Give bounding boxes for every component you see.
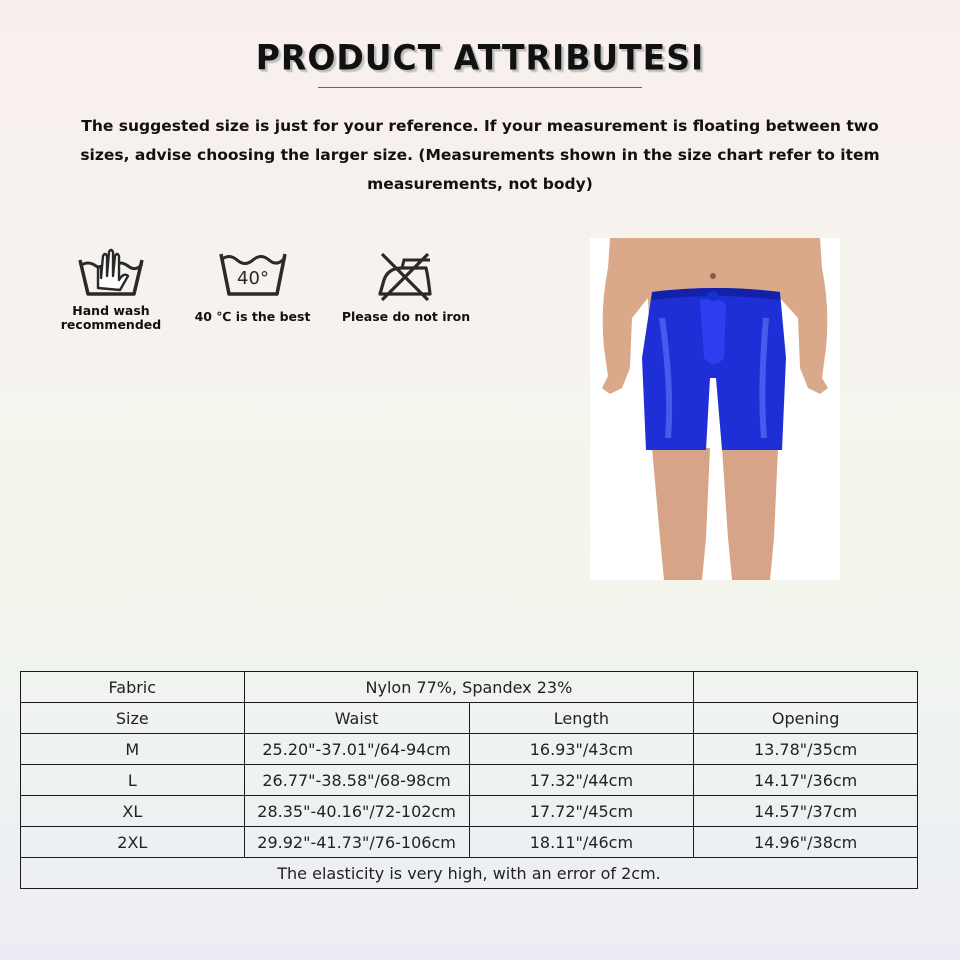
care-label-40: 40 ℃ is the best xyxy=(194,309,311,324)
care-wash-40 xyxy=(190,248,315,324)
table-row xyxy=(21,827,918,858)
length-cell: 16.93"/43cm xyxy=(469,734,694,765)
size-cell: M xyxy=(21,734,245,765)
wash-temp-text: 40° xyxy=(236,268,269,289)
size-cell: L xyxy=(21,765,245,796)
header-opening: Opening xyxy=(694,703,918,734)
waist-cell: 29.92"-41.73"/76-106cm xyxy=(244,827,469,858)
table-row xyxy=(21,734,918,765)
waist-cell: 28.35"-40.16"/72-102cm xyxy=(244,796,469,827)
opening-cell: 14.17"/36cm xyxy=(694,765,918,796)
length-cell: 17.72"/45cm xyxy=(469,796,694,827)
care-label-no-iron: Please do not iron xyxy=(341,309,471,324)
title-underline xyxy=(318,87,642,88)
size-cell: 2XL xyxy=(21,827,245,858)
waist-cell: 25.20"-37.01"/64-94cm xyxy=(244,734,469,765)
page-title: PRODUCT ATTRIBUTESI xyxy=(255,37,705,78)
header-size: Size xyxy=(21,703,245,734)
care-label-hand-wash: Hand wash recommended xyxy=(60,303,162,332)
care-hand-wash xyxy=(55,240,167,332)
care-no-iron xyxy=(340,250,472,324)
length-cell: 18.11"/46cm xyxy=(469,827,694,858)
product-photo xyxy=(590,238,840,580)
size-notice: The suggested size is just for your reference. If your measurement is floating between two sizes, advise choosing the larger size. (Measurements shown in the size chart refer to item measurements, not body) xyxy=(80,117,880,193)
table-row xyxy=(21,796,918,827)
size-chart-table xyxy=(20,671,918,889)
length-cell: 17.32"/44cm xyxy=(469,765,694,796)
hand-wash-icon xyxy=(76,240,146,300)
opening-cell: 13.78"/35cm xyxy=(694,734,918,765)
header-row xyxy=(21,703,918,734)
table-row xyxy=(21,765,918,796)
waist-cell: 26.77"-38.58"/68-98cm xyxy=(244,765,469,796)
fabric-row xyxy=(21,672,918,703)
elasticity-note: The elasticity is very high, with an error of 2cm. xyxy=(21,858,918,889)
fabric-empty-cell xyxy=(694,672,918,703)
size-cell: XL xyxy=(21,796,245,827)
header-length: Length xyxy=(469,703,694,734)
opening-cell: 14.57"/37cm xyxy=(694,796,918,827)
footnote-row xyxy=(21,858,918,889)
header-waist: Waist xyxy=(244,703,469,734)
fabric-label: Fabric xyxy=(21,672,245,703)
wash-40-icon xyxy=(218,248,288,300)
opening-cell: 14.96"/38cm xyxy=(694,827,918,858)
no-iron-icon xyxy=(374,250,438,302)
fabric-value: Nylon 77%, Spandex 23% xyxy=(244,672,694,703)
